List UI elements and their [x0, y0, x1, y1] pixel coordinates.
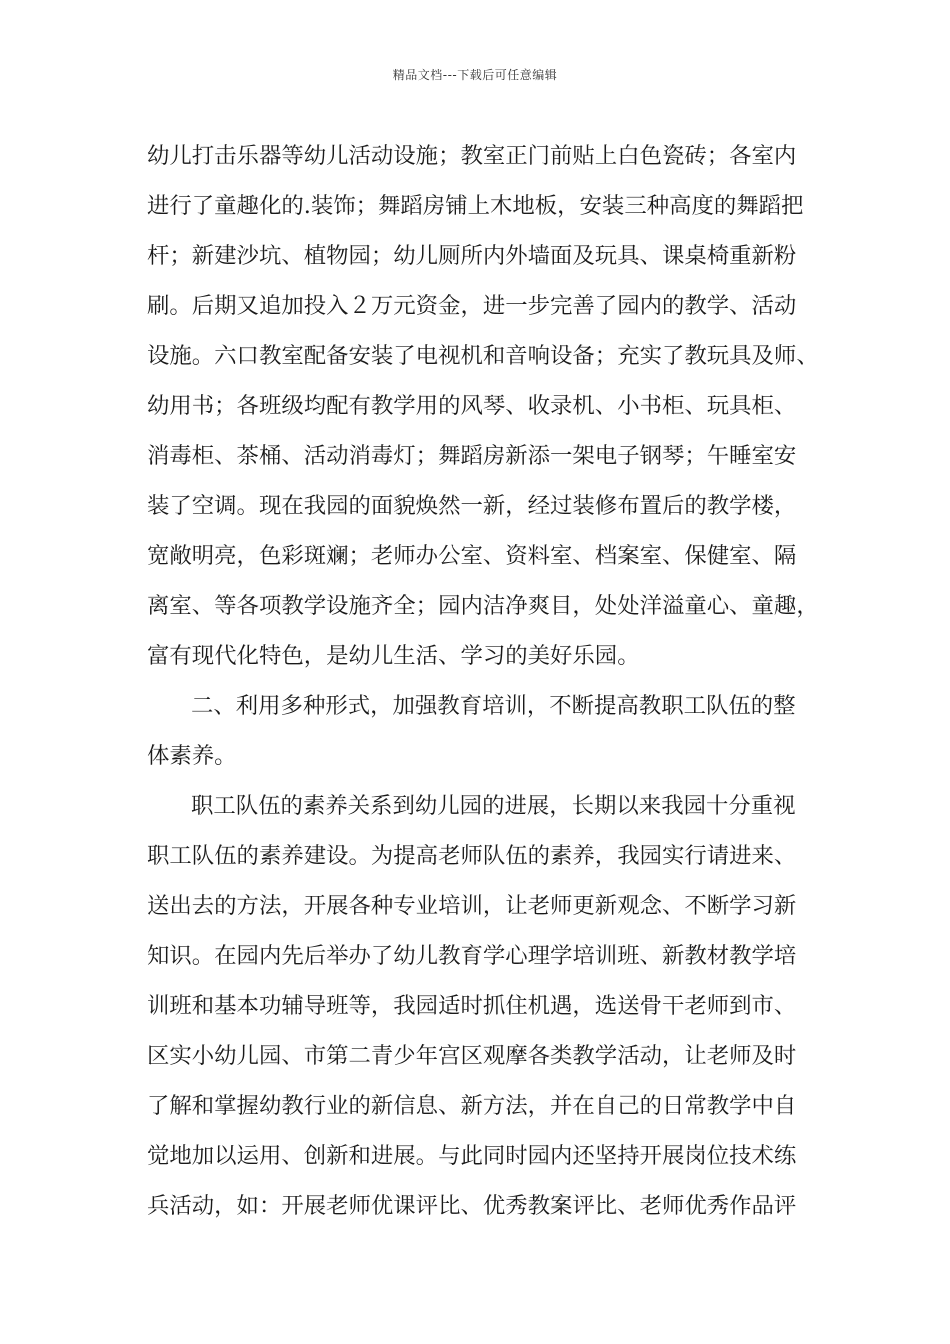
text-line: 装了空调。现在我园的面貌焕然一新，经过装修布置后的教学楼， — [147, 493, 797, 519]
text-line: 宽敞明亮，色彩斑斓；老师办公室、资料室、档案室、保健室、隔 — [147, 543, 797, 569]
text-line: 区实小幼儿园、市第二青少年宫区观摩各类教学活动，让老师及时 — [147, 1043, 797, 1069]
section-heading — [147, 681, 807, 781]
text-line: 体素养。 — [147, 743, 237, 769]
text-line: 幼用书；各班级均配有教学用的风琴、收录机、小书柜、玩具柜、 — [147, 393, 797, 419]
text-line: 了解和掌握幼教行业的新信息、新方法，并在自己的日常教学中自 — [147, 1093, 797, 1119]
text-line: 设施。六口教室配备安装了电视机和音响设备；充实了教玩具及师、 — [147, 343, 819, 369]
text-line: 职工队伍的素养关系到幼儿园的进展，长期以来我园十分重视 — [191, 793, 796, 819]
document-body — [147, 131, 819, 1231]
paragraph — [147, 131, 819, 681]
text-line: 觉地加以运用、创新和进展。与此同时园内还坚持开展岗位技术练 — [147, 1143, 797, 1169]
text-line: 离室、等各项教学设施齐全；园内洁净爽目，处处洋溢童心、童趣， — [147, 593, 819, 619]
text-line: 刷。后期又追加投入２万元资金，进一步完善了园内的教学、活动 — [147, 293, 797, 319]
text-line: 知识。在园内先后举办了幼儿教育学心理学培训班、新教材教学培 — [147, 943, 797, 969]
text-line: 送出去的方法，开展各种专业培训，让老师更新观念、不断学习新 — [147, 893, 797, 919]
text-line: 进行了童趣化的.装饰；舞蹈房铺上木地板，安装三种高度的舞蹈把 — [147, 193, 804, 219]
text-line: 职工队伍的素养建设。为提高老师队伍的素养，我园实行请进来、 — [147, 843, 797, 869]
text-line: 消毒柜、茶桶、活动消毒灯；舞蹈房新添一架电子钢琴；午睡室安 — [147, 443, 797, 469]
text-line: 兵活动，如：开展老师优课评比、优秀教案评比、老师优秀作品评 — [147, 1193, 797, 1219]
text-line: 富有现代化特色，是幼儿生活、学习的美好乐园。 — [147, 643, 640, 669]
text-line: 杆；新建沙坑、植物园；幼儿厕所内外墙面及玩具、课桌椅重新粉 — [147, 243, 797, 269]
text-line: 训班和基本功辅导班等，我园适时抓住机遇，选送骨干老师到市、 — [147, 993, 797, 1019]
text-line: 幼儿打击乐器等幼儿活动设施；教室正门前贴上白色瓷砖；各室内 — [147, 143, 797, 169]
page-header: 精品文档---下载后可任意编辑 — [392, 68, 558, 82]
paragraph — [147, 781, 807, 1231]
text-line: 二、利用多种形式，加强教育培训，不断提高教职工队伍的整 — [191, 693, 796, 719]
